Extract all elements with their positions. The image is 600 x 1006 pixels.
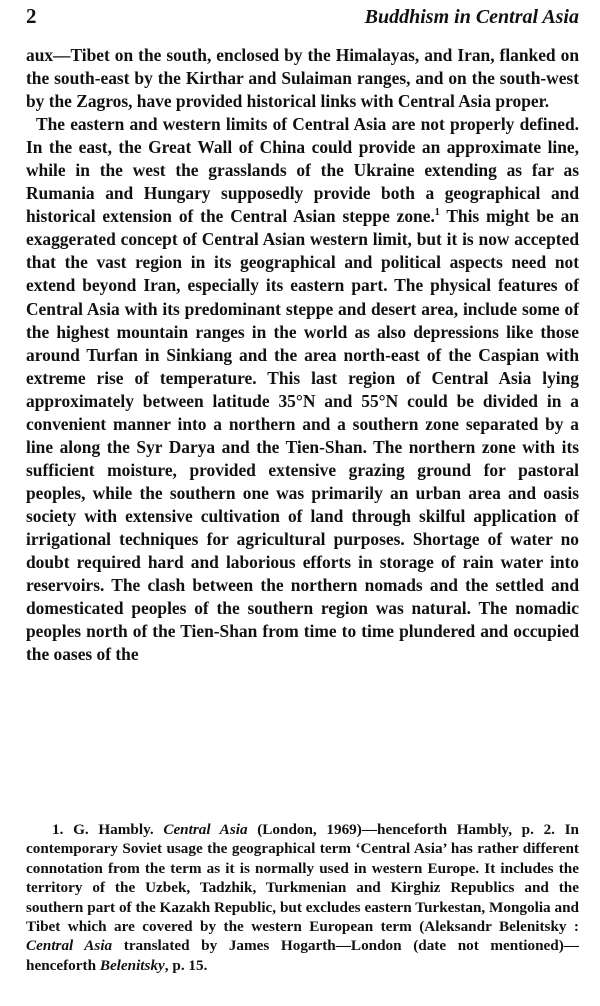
paragraph-1: aux—Tibet on the south, enclosed by the Himalayas, and Iran, flanked on the south-east by the Kirthar and Sulaiman ranges, and on the south-west by the Zagros, have provided historical links with Central Asia proper. [26,45,579,112]
footnote-text: translated by James Hogarth—London (date not mentioned)—henceforth [26,937,579,974]
footnote-text: 1. G. Hambly. [52,821,164,838]
footnote-1 [26,820,579,975]
page-header [26,4,579,38]
body-text [26,44,579,666]
footnote-text: (London, 1969)—henceforth Hambly, p. 2. In contemporary Soviet usage the geographical term ‘Central Asia’ has rather different connotation from the term as it is normally used in western Europe. It includes the territory of the Uzbek, Tadzhik, Turkmenian and Kirghiz Republics and the southern part of the Kazakh Republic, but excludes eastern Turkestan, Mongolia and Tibet which are covered by the western European term (Aleksandr Belenitsky : [26,821,579,936]
footnote-title-italic: Central Asia [26,937,113,955]
footnotes [26,820,579,975]
paragraph-2 [26,113,579,666]
footnote-text: , p. 15. [164,956,208,974]
paragraph-2-part-a: The eastern and western limits of Central Asia are not properly defined. In the east, the Great Wall of China could provide an approximate line, while in the west the grasslands of the Ukraine extending as far as Rumania and Hungary supposedly provide both a geographical and historical extension of the Central Asian steppe zone. [26,114,579,227]
page-number: 2 [26,4,37,28]
running-title: Buddhism in Central Asia [364,6,579,28]
footnote-reference: 1 [434,207,440,219]
paragraph-2-part-b: This might be an exaggerated concept of Central Asian western limit, but it is now accepted that the vast region in its geographical and political aspects need not extend beyond Iran, especially its eastern part. The physical features of Central Asia with its predominant steppe and desert area, include some of the highest mountain ranges in the world as also depressions like those around Turfan in Sinkiang and the area north-east of the Caspian with extreme rise of temperature. This last region of Central Asia lying approximately between latitude 35°N and 55°N could be divided in a convenient manner into a northern and a southern zone separated by a line along the Syr Darya and the Tien-Shan. The northern zone with its sufficient moisture, provided extensive grazing ground for pastoral peoples, while the southern one was primarily an urban area and oasis society with extensive cultivation of land through skilful application of irrigational techniques for agricultural purposes. Shortage of water no doubt required hard and laborious efforts in storage of rain water into reservoirs. The clash between the northern nomads and the settled and domesticated peoples of the southern region was natural. The nomadic peoples north of the Tien-Shan from time to time plundered and occupied the oases of the [26,206,579,665]
footnote-author-italic: Belenitsky [99,956,165,974]
footnote-title-italic: Central Asia [163,821,248,838]
